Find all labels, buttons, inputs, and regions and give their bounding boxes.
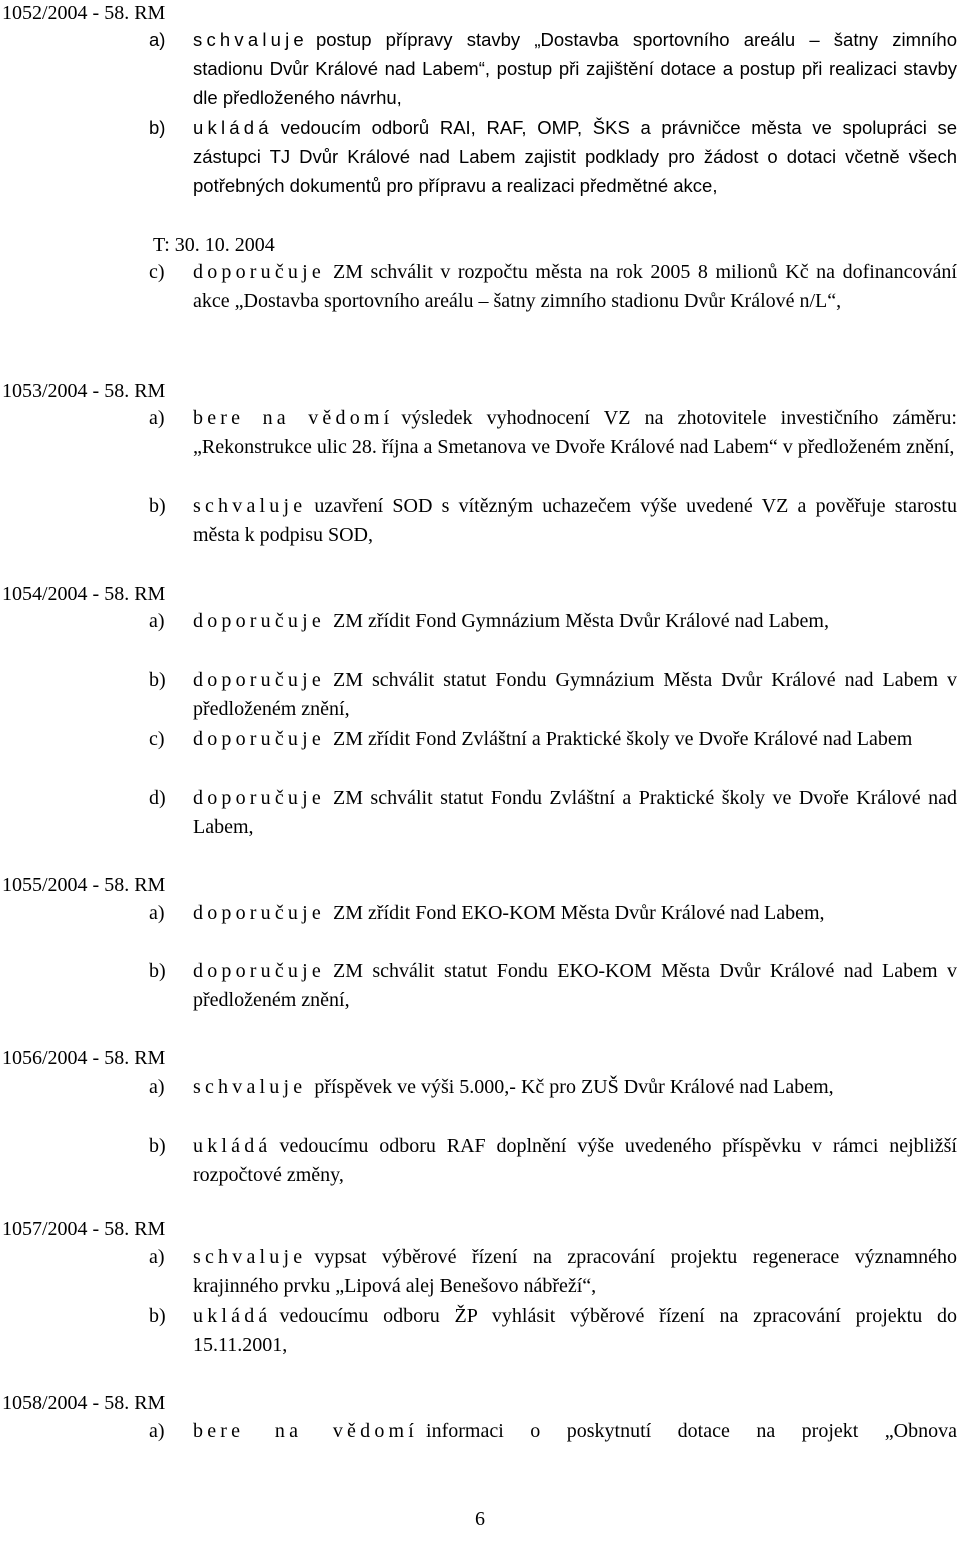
item-text: ZM zřídit Fond EKO-KOM Města Dvůr Králové nad Labem, (332, 902, 825, 924)
resolution-heading: 1058/2004 - 58. RM (2, 1392, 166, 1414)
item-verb: doporučuje (193, 902, 325, 924)
item-label: d) (149, 787, 166, 809)
item-text: vypsat výběrové řízení na zpracování projektu regenerace významného krajinného prvku „Lipová alej Benešovo nábřeží“, (193, 1246, 957, 1297)
item-verb: bere na vědomí (193, 407, 394, 429)
item-verb: doporučuje (193, 787, 325, 809)
item-body (193, 1417, 957, 1446)
item-verb: schvaluje (193, 29, 308, 50)
item-text: ZM zřídit Fond Gymnázium Města Dvůr Králové nad Labem, (332, 610, 829, 632)
item-text: vedoucímu odboru RAF doplnění výše uvedeného příspěvku v rámci nejbližší rozpočtové změny, (193, 1135, 957, 1186)
item-text: uzavření SOD s vítězným uchazečem výše uvedené VZ a pověřuje starostu města k podpisu SOD, (193, 495, 957, 546)
item-text: ZM schválit statut Fondu EKO-KOM Města Dvůr Králové nad Labem v předloženém znění, (193, 960, 957, 1011)
item-verb: doporučuje (193, 610, 325, 632)
item-body (193, 1243, 957, 1301)
item-label: a) (149, 610, 165, 632)
item-verb: ukládá (193, 1305, 272, 1327)
resolution-item (149, 1132, 957, 1190)
resolution-item (149, 666, 957, 724)
item-label: c) (149, 728, 165, 750)
item-body (193, 784, 957, 842)
item-label: a) (149, 29, 166, 50)
resolution-item (149, 404, 957, 462)
item-verb: ukládá (193, 117, 273, 138)
item-body (193, 492, 957, 550)
resolution-item (149, 725, 957, 754)
resolution-item (149, 113, 957, 200)
item-body (193, 1073, 957, 1102)
resolution-item (149, 1417, 957, 1446)
resolution-item (149, 25, 957, 112)
item-verb: schvaluje (193, 1076, 307, 1098)
resolution-heading: 1054/2004 - 58. RM (2, 583, 166, 605)
item-label: a) (149, 1076, 165, 1098)
resolution-heading: 1056/2004 - 58. RM (2, 1047, 166, 1069)
item-text: ZM schválit v rozpočtu města na rok 2005 8 milionů Kč na dofinancování akce „Dostavba sportovního areálu – šatny zimního stadionu Dvůr Králové n/L“, (193, 261, 957, 312)
item-label: b) (149, 1135, 166, 1157)
resolution-item (149, 957, 957, 1015)
item-label: b) (149, 117, 166, 138)
resolution-item (149, 1073, 957, 1102)
item-text: ZM schválit statut Fondu Gymnázium Města Dvůr Králové nad Labem v předloženém znění, (193, 669, 957, 720)
item-body (193, 666, 957, 724)
item-verb: doporučuje (193, 261, 325, 283)
resolution-item (149, 492, 957, 550)
item-body (193, 258, 957, 316)
item-body (193, 725, 957, 754)
resolution-heading: 1055/2004 - 58. RM (2, 874, 166, 896)
resolution-item (149, 784, 957, 842)
item-text: vedoucímu odboru ŽP vyhlásit výběrové řízení na zpracování projektu do 15.11.2001, (193, 1305, 957, 1356)
resolution-item (149, 1243, 957, 1301)
item-verb: doporučuje (193, 669, 325, 691)
item-verb: doporučuje (193, 728, 325, 750)
item-text: ZM schválit statut Fondu Zvláštní a Praktické školy ve Dvoře Králové nad Labem, (193, 787, 957, 838)
item-verb: ukládá (193, 1135, 272, 1157)
item-body (193, 25, 957, 112)
deadline: T: 30. 10. 2004 (153, 234, 275, 256)
page-number: 6 (475, 1508, 485, 1530)
item-text: informaci o poskytnutí dotace na projekt „Obnova (426, 1420, 957, 1442)
resolution-item (149, 258, 957, 316)
item-label: a) (149, 407, 165, 429)
item-body (193, 1302, 957, 1360)
item-body (193, 957, 957, 1015)
resolution-heading: 1057/2004 - 58. RM (2, 1218, 166, 1240)
item-label: b) (149, 669, 166, 691)
resolution-item (149, 607, 957, 636)
item-label: b) (149, 495, 166, 517)
resolution-heading: 1053/2004 - 58. RM (2, 380, 166, 402)
item-verb: schvaluje (193, 495, 307, 517)
item-label: a) (149, 1246, 165, 1268)
item-label: c) (149, 261, 165, 283)
item-body (193, 404, 957, 462)
item-label: a) (149, 902, 165, 924)
item-body (193, 113, 957, 200)
item-body (193, 607, 957, 636)
item-label: b) (149, 1305, 166, 1327)
item-text: ZM zřídit Fond Zvláštní a Praktické školy ve Dvoře Králové nad Labem (332, 728, 913, 750)
item-verb: bere na vědomí (193, 1420, 419, 1442)
resolution-item (149, 899, 957, 928)
item-text: výsledek vyhodnocení VZ na zhotovitele investičního záměru: „Rekonstrukce ulic 28. října a Smetanova ve Dvoře Králové nad Labem“ v předloženém znění, (193, 407, 957, 458)
item-text: vedoucím odborů RAI, RAF, OMP, ŠKS a právničce města ve spolupráci se zástupci TJ Dvůr Králové nad Labem zajistit podklady pro žádost o dotaci včetně všech potřebných dokumentů pro přípravu a realizaci předmětné akce, (193, 117, 957, 196)
item-label: a) (149, 1420, 165, 1442)
resolution-heading: 1052/2004 - 58. RM (2, 2, 166, 24)
item-verb: schvaluje (193, 1246, 307, 1268)
item-verb: doporučuje (193, 960, 325, 982)
item-body (193, 1132, 957, 1190)
item-body (193, 899, 957, 928)
item-text: příspěvek ve výši 5.000,- Kč pro ZUŠ Dvůr Králové nad Labem, (314, 1076, 834, 1098)
item-label: b) (149, 960, 166, 982)
item-text: postup přípravy stavby „Dostavba sportovního areálu – šatny zimního stadionu Dvůr Králové nad Labem“, postup při zajištění dotace a postup při realizaci stavby dle předloženého návrhu, (193, 29, 957, 108)
resolution-item (149, 1302, 957, 1360)
